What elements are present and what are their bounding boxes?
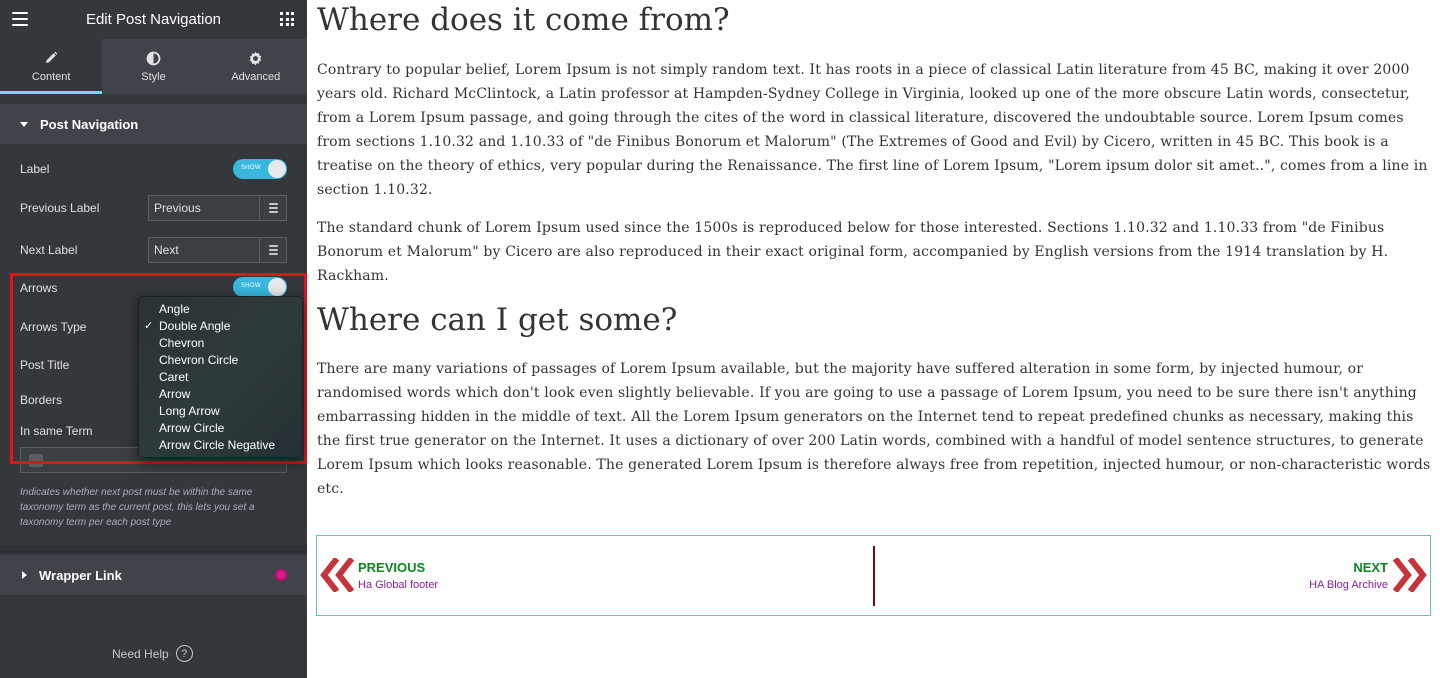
database-icon xyxy=(269,245,278,255)
section-wrapper-link[interactable] xyxy=(0,555,307,595)
post-title-control-label: Post Title xyxy=(20,358,70,372)
option-label: Chevron xyxy=(159,336,205,350)
plus-icon: + xyxy=(29,454,43,467)
previous-label-control-label: Previous Label xyxy=(20,201,100,215)
arrows-toggle[interactable] xyxy=(233,277,287,297)
page-preview xyxy=(307,0,1440,678)
dynamic-tags-button[interactable] xyxy=(259,196,286,220)
option-label: Chevron Circle xyxy=(159,353,239,367)
caret-down-icon xyxy=(20,122,28,127)
dropdown-option-arrow[interactable] xyxy=(139,386,302,403)
arrows-type-dropdown[interactable] xyxy=(138,296,303,458)
next-post-title[interactable]: HA Blog Archive xyxy=(1309,579,1388,591)
label-control-label: Label xyxy=(20,162,50,176)
tab-content[interactable] xyxy=(0,39,102,94)
gear-icon xyxy=(248,50,263,66)
option-label: Arrow xyxy=(159,387,191,401)
tab-style[interactable] xyxy=(102,39,204,94)
in-same-term-control-label: In same Term xyxy=(20,424,93,438)
option-label: Caret xyxy=(159,370,189,384)
paragraph-2: The standard chunk of Lorem Ipsum used since the 1500s is reproduced below for those interested. Sections 1.10.32 and 1.10.33 from "de Finibus Bonorum et Malorum" by Cicero are also reproduced in their exact original form, accompanied by English versions from the 1914 translation by H. Rackham. xyxy=(317,220,1389,284)
section-divider xyxy=(0,545,307,553)
need-help-label: Need Help xyxy=(112,646,169,661)
dropdown-option-arrow-circle-negative[interactable] xyxy=(139,437,302,454)
label-toggle[interactable] xyxy=(233,159,287,179)
arrows-toggle-text: SHOW xyxy=(241,283,261,289)
dropdown-option-double-angle[interactable] xyxy=(139,318,302,335)
section-title: Post Navigation xyxy=(40,116,139,132)
option-label: Arrow Circle xyxy=(159,421,225,435)
previous-label-input[interactable] xyxy=(149,196,259,220)
next-label-input[interactable] xyxy=(149,238,259,262)
dynamic-tags-button[interactable] xyxy=(259,238,286,262)
section-post-navigation[interactable] xyxy=(0,104,307,144)
half-circle-icon xyxy=(146,50,161,66)
option-label: Double Angle xyxy=(159,319,231,333)
pencil-icon xyxy=(44,50,58,66)
previous-label-input-wrap xyxy=(148,195,287,221)
widgets-grid-icon[interactable] xyxy=(280,12,294,26)
double-angle-right-icon[interactable] xyxy=(1392,558,1428,592)
question-circle-icon: ? xyxy=(176,645,193,662)
need-help-link[interactable] xyxy=(112,645,193,662)
dropdown-option-chevron-circle[interactable] xyxy=(139,352,302,369)
toggle-knob xyxy=(268,278,286,296)
tab-style-label: Style xyxy=(141,71,166,83)
option-label: Arrow Circle Negative xyxy=(159,438,276,452)
in-same-term-help-text: Indicates whether next post must be within the same taxonomy term as the current post, this lets you set a taxonomy term per each post type xyxy=(20,487,255,528)
tab-advanced-label: Advanced xyxy=(231,71,281,83)
label-toggle-text: SHOW xyxy=(241,165,261,171)
pro-badge-icon xyxy=(275,569,287,581)
next-label[interactable]: NEXT xyxy=(1353,560,1388,575)
arrows-type-control-label: Arrows Type xyxy=(20,320,87,334)
previous-label[interactable]: PREVIOUS xyxy=(358,560,426,575)
dropdown-option-chevron[interactable] xyxy=(139,335,302,352)
checkmark-icon: ✓ xyxy=(144,320,154,332)
paragraph-3: There are many variations of passages of Lorem Ipsum available, but the majority have suffered alteration in some form, by injected humour, or randomised words which don't look even slightly believable. If you are going to use a passage of Lorem Ipsum, you need to be sure there isn't anything embarrassing hidden in the middle of text. All the Lorem Ipsum generators on the Internet tend to repeat predefined chunks as necessary, making this the first true generator on the Internet. It uses a dictionary of over 200 Latin words, combined with a handful of model sentence structures, to generate Lorem Ipsum which looks reasonable. The generated Lorem Ipsum is therefore always free from repetition, injected humour, or non-characteristic words etc. xyxy=(317,361,1431,497)
database-icon xyxy=(269,203,278,213)
next-label-control-label: Next Label xyxy=(20,243,78,257)
paragraph-1: Contrary to popular belief, Lorem Ipsum is not simply random text. It has roots in a piece of classical Latin literature from 45 BC, making it over 2000 years old. Richard McClintock, a Latin professor at Hampden-Sydney College in Virginia, looked up one of the more obscure Latin words, consectetur, from a Lorem Ipsum passage, and going through the cites of the word in classical literature, discovered the undoubtable source. Lorem Ipsum comes from sections 1.10.32 and 1.10.33 of "de Finibus Bonorum et Malorum" (The Extremes of Good and Evil) by Cicero, written in 45 BC. This book is a treatise on the theory of ethics, very popular during the Renaissance. The first line of Lorem Ipsum, "Lorem ipsum dolor sit amet..", comes from a line in section 1.10.32. xyxy=(317,62,1428,198)
panel-title: Edit Post Navigation xyxy=(85,11,222,28)
option-label: Angle xyxy=(159,302,190,316)
nav-separator xyxy=(873,546,875,606)
previous-post-title[interactable]: Ha Global footer xyxy=(358,579,439,591)
toggle-knob xyxy=(268,160,286,178)
panel-tabs xyxy=(0,39,307,94)
post-navigation-widget xyxy=(316,535,1431,616)
heading-where-from: Where does it come from? xyxy=(317,2,730,38)
caret-right-icon xyxy=(22,571,27,579)
editor-panel xyxy=(0,0,307,678)
wrapper-link-title: Wrapper Link xyxy=(39,567,122,583)
dropdown-option-arrow-circle[interactable] xyxy=(139,420,302,437)
dropdown-option-caret[interactable] xyxy=(139,369,302,386)
heading-where-get: Where can I get some? xyxy=(317,302,678,338)
double-angle-left-icon[interactable] xyxy=(319,558,355,592)
arrows-control-label: Arrows xyxy=(20,281,58,295)
dropdown-option-angle[interactable] xyxy=(139,301,302,318)
hamburger-menu-icon[interactable] xyxy=(12,12,28,26)
panel-header xyxy=(0,0,307,39)
dropdown-option-long-arrow[interactable] xyxy=(139,403,302,420)
borders-control-label: Borders xyxy=(20,393,63,407)
option-label: Long Arrow xyxy=(159,404,220,418)
next-label-input-wrap xyxy=(148,237,287,263)
tab-content-label: Content xyxy=(31,71,71,83)
tab-advanced[interactable] xyxy=(205,39,307,94)
